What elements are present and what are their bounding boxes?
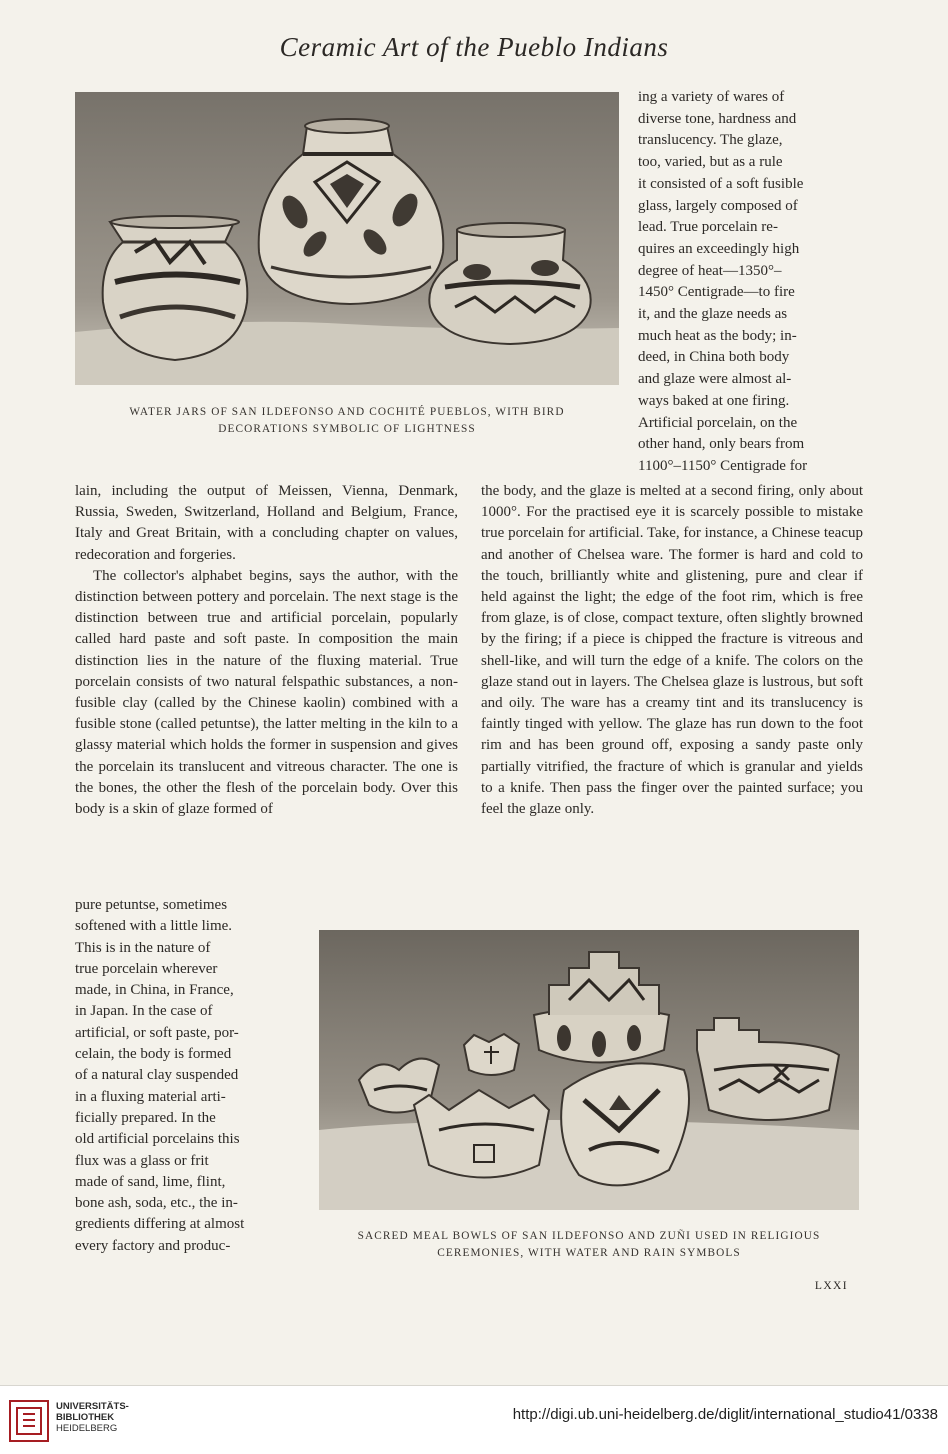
text-line: it consisted of a soft fusible xyxy=(638,175,804,192)
text-line: of a natural clay suspended xyxy=(75,1067,239,1084)
text-line: old artificial porcelains this xyxy=(75,1131,240,1148)
text-line: made of sand, lime, flint, xyxy=(75,1173,226,1190)
text-line: softened with a little lime. xyxy=(75,918,233,935)
water-jars-illustration xyxy=(75,92,619,385)
library-name-line: HEIDELBERG xyxy=(56,1423,118,1434)
small-cup xyxy=(464,1034,519,1075)
text-right-column xyxy=(481,481,863,820)
left-jar xyxy=(103,216,248,360)
text-line: diverse tone, hardness and xyxy=(638,110,797,127)
text-line: ing a variety of wares of xyxy=(638,89,785,105)
meal-bowls-illustration xyxy=(319,930,859,1210)
text-line: 1100°–1150° Centigrade for xyxy=(638,457,808,474)
text-line: and glaze were almost al- xyxy=(638,371,792,388)
paragraph: The collector's alphabet begins, says the author, with the distinction between pottery and porcelain. The next stage is the distinction between true and artificial porcelain, popularly called hard paste and soft paste. In composition the main distinction lies in the nature of the fluxing material. True porcelain consists of two natural felspathic substances, a non-fusible clay (called by the Chinese kaolin) combined with a fusible stone (called petuntse), the latter melting in the kiln to a glassy material which holds the former in suspension and gives the porcelain its translucent and vitreous character. The one is the bones, the other the flesh of the porcelain body. Over this body is a skin of glaze formed of xyxy=(75,567,458,818)
digital-library-footer xyxy=(0,1385,948,1454)
caption-line: DECORATIONS SYMBOLIC OF LIGHTNESS xyxy=(218,423,476,435)
text-line: other hand, only bears from xyxy=(638,436,805,453)
caption-water-jars xyxy=(75,404,619,438)
text-line: much heat as the body; in- xyxy=(638,327,797,344)
page-number: LXXI xyxy=(814,1280,848,1292)
text-line: gredients differing at almost xyxy=(75,1216,245,1233)
text-line: ficially prepared. In the xyxy=(75,1109,216,1126)
bird-bowl xyxy=(414,1090,549,1178)
caption-line: SACRED MEAL BOWLS OF SAN ILDEFONSO AND ZUÑI USED IN RELIGIOUS xyxy=(357,1230,821,1242)
library-name-line: BIBLIOTHEK xyxy=(56,1412,115,1423)
text-line: Artificial porcelain, on the xyxy=(638,414,798,431)
text-line: This is in the nature of xyxy=(75,939,211,956)
text-line: 1450° Centigrade—to fire xyxy=(638,284,795,301)
text-line: made, in China, in France, xyxy=(75,982,234,999)
front-bowl xyxy=(561,1063,689,1185)
text-line: flux was a glass or frit xyxy=(75,1152,209,1169)
text-line: ways baked at one firing. xyxy=(638,392,790,409)
text-line: every factory and produc- xyxy=(75,1237,231,1254)
caption-meal-bowls xyxy=(319,1228,859,1262)
text-line: celain, the body is formed xyxy=(75,1046,232,1063)
text-line: translucency. The glaze, xyxy=(638,132,783,149)
caption-line: WATER JARS OF SAN ILDEFONSO AND COCHITÉ PUEBLOS, WITH BIRD xyxy=(129,406,565,418)
university-library-logo-icon xyxy=(9,1400,49,1442)
photo-water-jars xyxy=(75,92,619,385)
text-left-column xyxy=(75,481,458,820)
text-line: too, varied, but as a rule xyxy=(638,154,783,171)
photo-meal-bowls xyxy=(319,930,859,1210)
text-left-narrow xyxy=(75,895,278,1257)
paragraph: the body, and the glaze is melted at a second firing, only about 1000°. For the practised eye it is scarcely possible to mistake true porcelain for artificial. Take, for instance, a Chinese teacup and another of Chelsea ware. The former is hard and cold to the touch, brilliantly white and glistening, pure and clear if held against the light; the edge of the foot rim, which is free from glaze, is of close, compact texture, often slightly browned by the firing; if a piece is chipped the fracture is vitreous and shell-like, and will turn the edge of a knife. The colors on the glaze stand out in layers. The Chelsea glaze is lustrous, but soft and oily. The ware has a creamy tint and its translucency is faintly tinged with yellow. The glaze has run down to the foot rim and has been ground off, exposing a sandy paste only partially vitrified, the fracture of which is granular and yields to a knife. Then pass the finger over the painted surface; you feel the glaze only. xyxy=(481,483,863,818)
text-line: degree of heat—1350°– xyxy=(638,262,782,279)
text-line: true porcelain wherever xyxy=(75,960,218,977)
caption-line: CEREMONIES, WITH WATER AND RAIN SYMBOLS xyxy=(437,1247,741,1259)
source-url-link[interactable]: http://digi.ub.uni-heidelberg.de/diglit/international_studio41/0338 xyxy=(512,1406,938,1423)
text-line: it, and the glaze needs as xyxy=(638,306,788,323)
text-line: in Japan. In the case of xyxy=(75,1003,213,1020)
paragraph: lain, including the output of Meissen, Vienna, Denmark, Russia, Sweden, Switzerland, Holland and Belgium, France, Italy and Great Britain, with a concluding chapter on values, redecoration and forgeries. xyxy=(75,483,458,563)
text-line: lead. True porcelain re- xyxy=(638,219,778,236)
library-name-line: UNIVERSITÄTS- xyxy=(56,1401,129,1412)
text-line: in a fluxing material arti- xyxy=(75,1088,226,1105)
text-right-top xyxy=(638,87,863,478)
text-line: pure petuntse, sometimes xyxy=(75,897,228,913)
text-line: quires an exceedingly high xyxy=(638,240,800,257)
text-line: glass, largely composed of xyxy=(638,197,798,214)
text-line: deed, in China both body xyxy=(638,349,790,366)
library-name xyxy=(56,1401,129,1434)
running-title: Ceramic Art of the Pueblo Indians xyxy=(279,32,669,62)
text-line: artificial, or soft paste, por- xyxy=(75,1024,239,1041)
text-line: bone ash, soda, etc., the in- xyxy=(75,1195,238,1212)
